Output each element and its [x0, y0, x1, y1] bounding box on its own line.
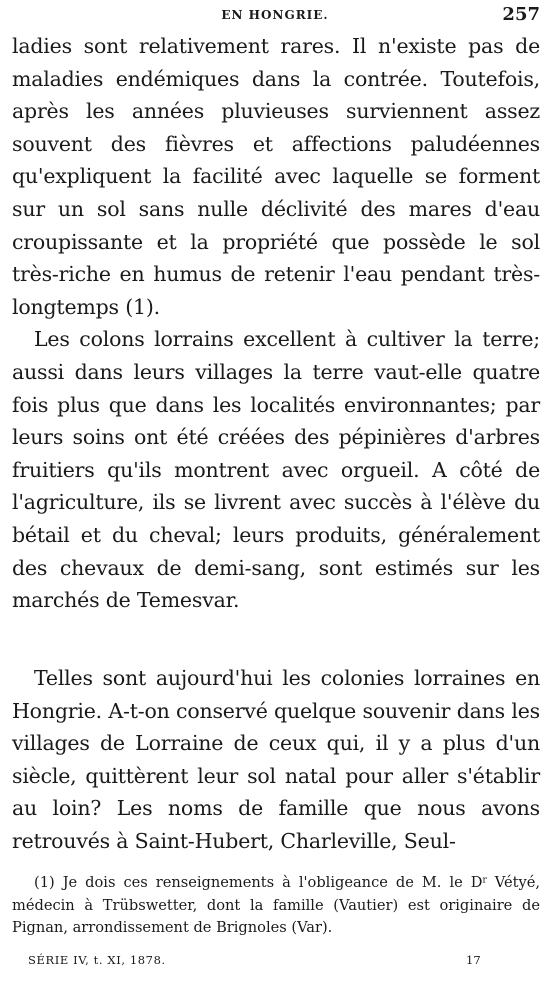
main-text-top: [12, 30, 540, 617]
page-footer: [0, 953, 550, 973]
paragraph-text: ladies sont relativement rares. Il n'existe pas de maladies endémiques dans la contrée. Toutefois, après les années pluvieuses surviennent assez souvent des fièvres et affections paludéennes qu'expliquent la facilité avec laquelle se forment sur un sol sans nulle déclivité des mares d'eau croupissante et la propriété que possède le sol très-riche en humus de retenir l'eau pendant très-longtemps: [12, 34, 540, 319]
paragraph-end: .: [153, 294, 160, 319]
footnote-marker: (1): [34, 874, 55, 891]
series-info: SÉRIE IV, t. XI, 1878.: [28, 953, 166, 967]
footnote-text-before: Je dois ces renseignements à l'obligeance de M. le D: [62, 874, 483, 891]
signature-mark: 17: [466, 953, 481, 967]
footnote-reference: (1): [125, 294, 154, 319]
page-number: 257: [502, 4, 540, 25]
footnote: [12, 872, 540, 940]
paragraph: Telles sont aujourd'hui les colonies lorraines en Hongrie. A-t-on conservé quelque souvenir dans les villages de Lorraine de ceux qui, il y a plus d'un siècle, quittèrent leur sol natal pour aller s'établir au loin? Les noms de famille que nous avons retrouvés à Saint-Hubert, Charleville, Seul-: [12, 666, 540, 853]
footnote-text: [12, 872, 540, 940]
running-title: EN HONGRIE.: [221, 8, 329, 22]
paragraph: Les colons lorrains excellent à cultiver la terre; aussi dans leurs villages la terre vaut-elle quatre fois plus que dans les localités environnantes; par leurs soins ont été créées des pépinières d'arbres fruitiers qu'ils montrent avec orgueil. A côté de l'agriculture, ils se livrent avec succès à l'élève du bétail et du cheval; leurs produits, généralement des chevaux de demi-sang, sont estimés sur les marchés de Temesvar.: [12, 327, 540, 613]
footnote-superscript: r: [482, 875, 487, 886]
paragraph: [12, 30, 540, 323]
running-head: [0, 2, 550, 32]
main-text-bottom: [12, 662, 540, 858]
footnote-text-after: Vétyé, médecin à Trübswetter, dont la famille (Vautier) est originaire de Pignan, arrondissement de Brignoles (Var).: [12, 874, 540, 936]
